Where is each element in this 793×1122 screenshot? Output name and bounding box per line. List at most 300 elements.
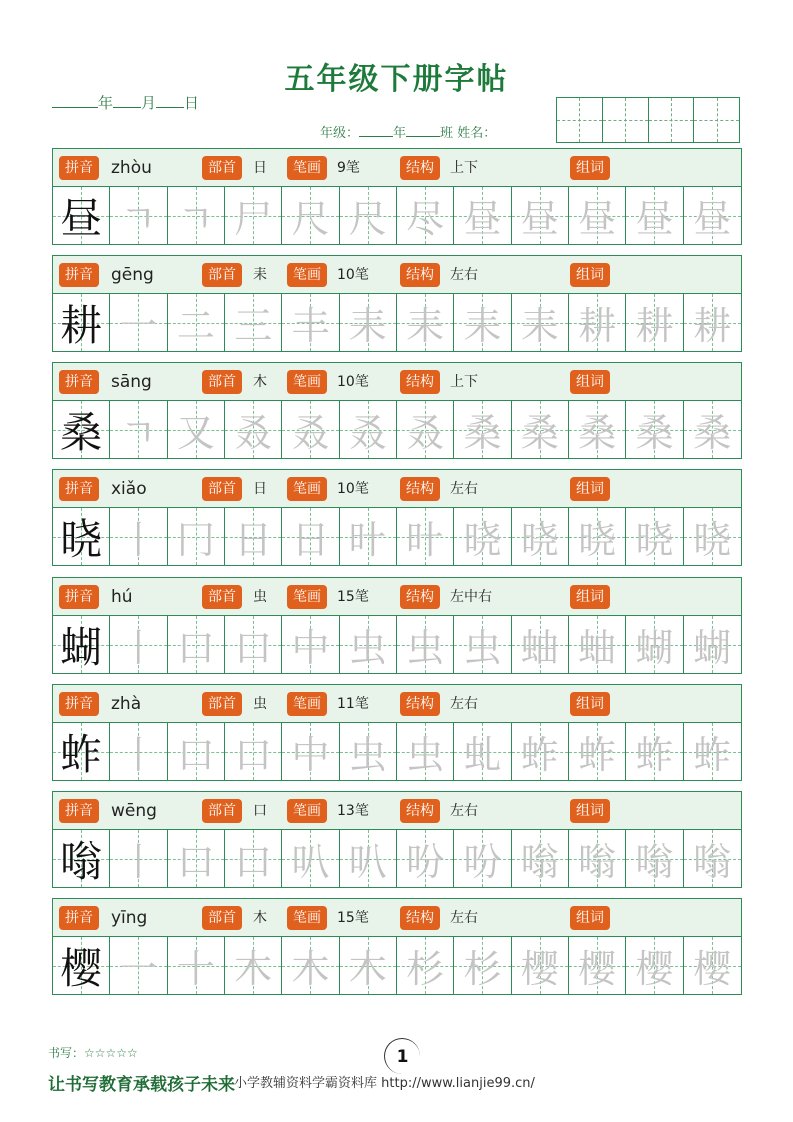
words-tag: 组词 [570,906,610,930]
stroke-practice-cell[interactable] [454,830,511,887]
stroke-step-character: 丨 [119,840,158,884]
stroke-practice-cell[interactable] [282,187,339,244]
stroke-practice-cell[interactable] [626,616,683,673]
stroke-step-character: 耕 [693,304,732,348]
stroke-practice-cell[interactable] [397,616,454,673]
stroke-practice-cell[interactable] [454,508,511,565]
structure-tag: 结构 [400,477,440,501]
month-label: 月 [141,94,157,112]
day-label: 日 [184,94,200,112]
stroke-step-character: 昼 [693,197,732,241]
grade-label: 年级： [320,126,360,141]
stroke-step-character: 二 [176,304,215,348]
words-tag: 组词 [570,477,610,501]
stroke-step-character: 虫 [463,626,502,670]
page-number: 1 [384,1038,420,1074]
radical-tag: 部首 [202,477,242,501]
strokes-tag: 笔画 [287,370,327,394]
pinyin-tag: 拼音 [59,370,99,394]
radical-value: 口 [253,803,267,819]
stroke-practice-cell[interactable] [168,830,225,887]
class-label: 班 [440,126,454,141]
radical-tag: 部首 [202,370,242,394]
stroke-practice-cell[interactable] [225,723,282,780]
stroke-step-character: 一 [119,304,158,348]
stroke-practice-cell[interactable] [282,401,339,458]
card-header [53,256,741,294]
stroke-step-character: 尸 [234,197,273,241]
stroke-step-character: 旪 [348,518,387,562]
main-character-cell [53,830,110,887]
main-character: 耕 [60,300,103,350]
radical-tag: 部首 [202,692,242,716]
stroke-step-character: 叒 [291,411,330,455]
stroke-practice-cell[interactable] [626,294,683,351]
pinyin-value: hú [111,587,133,607]
stroke-step-character: 蝴 [693,626,732,670]
stroke-practice-cell[interactable] [512,830,569,887]
stroke-practice-cell[interactable] [626,187,683,244]
strokes-value: 15笔 [337,589,369,605]
stroke-step-character: 叭 [348,840,387,884]
stroke-practice-cell[interactable] [282,723,339,780]
stroke-step-character: 木 [348,947,387,991]
radical-value: 木 [253,374,267,390]
stroke-step-character: 桑 [463,411,502,455]
stroke-practice-cell[interactable] [454,294,511,351]
stroke-practice-cell[interactable] [340,401,397,458]
stroke-practice-cell[interactable] [340,187,397,244]
stroke-practice-cell[interactable] [110,187,167,244]
stroke-practice-cell[interactable] [569,723,626,780]
main-character-cell [53,294,110,351]
words-tag: 组词 [570,156,610,180]
stroke-step-character: 口 [176,733,215,777]
pinyin-value: zhòu [111,158,152,178]
character-card [52,469,742,566]
pinyin-tag: 拼音 [59,585,99,609]
stroke-step-character: 昼 [463,197,502,241]
stroke-practice-cell[interactable] [397,294,454,351]
stroke-step-character: 桑 [693,411,732,455]
main-character: 桑 [60,407,103,457]
card-header [53,792,741,830]
stroke-step-character: 蚰 [578,626,617,670]
stroke-step-character: 虫 [406,626,445,670]
stroke-practice-cell[interactable] [168,508,225,565]
stroke-step-character: 中 [291,733,330,777]
stroke-practice-cell[interactable] [569,508,626,565]
stroke-step-character: 吩 [463,840,502,884]
stroke-practice-cell[interactable] [282,937,339,994]
stroke-step-character: 晓 [578,518,617,562]
stroke-step-character: 中 [291,626,330,670]
stroke-practice-cell[interactable] [454,937,511,994]
stroke-practice-cell[interactable] [340,508,397,565]
pinyin-tag: 拼音 [59,263,99,287]
stroke-step-character: 日 [234,518,273,562]
strokes-value: 9笔 [337,160,360,176]
stroke-practice-cell[interactable] [225,294,282,351]
stroke-step-character: 虫 [406,733,445,777]
writing-cells [53,294,741,351]
watermark-text: 小学教辅资料学霸资料库 http://www.lianjie99.cn/ [234,1076,535,1091]
stroke-step-character: 蝴 [635,626,674,670]
main-character-cell [53,401,110,458]
radical-value: 虫 [253,696,267,712]
day-blank[interactable] [156,94,184,108]
card-header [53,363,741,401]
stroke-practice-cell[interactable] [168,937,225,994]
stroke-practice-cell[interactable] [110,401,167,458]
stroke-step-character: 一 [119,947,158,991]
words-tag: 组词 [570,799,610,823]
words-tag: 组词 [570,692,610,716]
class-info-line [320,122,496,141]
stroke-practice-cell[interactable] [110,616,167,673]
stroke-practice-cell[interactable] [454,187,511,244]
stroke-practice-cell[interactable] [340,830,397,887]
stroke-practice-cell[interactable] [282,508,339,565]
structure-value: 左右 [450,910,478,926]
stroke-step-character: 昼 [635,197,674,241]
strokes-tag: 笔画 [287,263,327,287]
main-character: 晓 [60,514,103,564]
stroke-practice-cell[interactable] [110,723,167,780]
stroke-step-character: 桑 [578,411,617,455]
stroke-step-character: 丨 [119,518,158,562]
strokes-value: 10笔 [337,267,369,283]
radical-tag: 部首 [202,263,242,287]
stroke-step-character: 冂 [176,518,215,562]
character-card [52,362,742,459]
writing-cells [53,723,741,780]
rating-stars: 书写：☆☆☆☆☆ [48,1046,138,1060]
stroke-practice-cell[interactable] [569,401,626,458]
radical-value: 日 [253,160,267,176]
stroke-practice-cell[interactable] [684,187,741,244]
pinyin-value: xiǎo [111,479,147,499]
stroke-practice-cell[interactable] [168,294,225,351]
stroke-practice-cell[interactable] [282,616,339,673]
stroke-practice-cell[interactable] [569,187,626,244]
stroke-practice-cell[interactable] [397,508,454,565]
stroke-practice-cell[interactable] [168,723,225,780]
stroke-step-character: 十 [176,947,215,991]
stroke-practice-cell[interactable] [225,187,282,244]
stroke-step-character: 吩 [406,840,445,884]
stroke-practice-cell[interactable] [168,616,225,673]
stroke-practice-cell[interactable] [569,294,626,351]
character-card [52,148,742,245]
card-header [53,149,741,187]
main-character: 昼 [60,193,103,243]
stroke-practice-cell[interactable] [225,830,282,887]
stroke-practice-cell[interactable] [569,830,626,887]
main-character-cell [53,937,110,994]
stroke-step-character: 三 [234,304,273,348]
year-blank[interactable] [52,94,98,108]
stroke-step-character: 虬 [463,733,502,777]
stroke-practice-cell[interactable] [626,401,683,458]
stroke-practice-cell[interactable] [225,508,282,565]
stroke-step-character: 丨 [119,733,158,777]
stroke-step-character: 尺 [291,197,330,241]
main-character-cell [53,616,110,673]
character-card [52,898,742,995]
writing-cells [53,830,741,887]
main-character-cell [53,508,110,565]
stroke-step-character: 耒 [348,304,387,348]
stroke-step-character: 晓 [693,518,732,562]
character-card [52,577,742,674]
stroke-step-character: 樱 [693,947,732,991]
radical-tag: 部首 [202,156,242,180]
pinyin-tag: 拼音 [59,692,99,716]
name-writing-grid[interactable] [556,97,740,143]
stroke-practice-cell[interactable] [397,187,454,244]
main-character: 蝴 [60,622,103,672]
strokes-value: 15笔 [337,910,369,926]
stroke-step-character: 叭 [291,840,330,884]
stroke-step-character: 樱 [578,947,617,991]
stroke-step-character: 口 [234,733,273,777]
stroke-practice-cell[interactable] [397,830,454,887]
character-card [52,791,742,888]
structure-value: 上下 [450,160,478,176]
stroke-step-character: 桑 [635,411,674,455]
stroke-step-character: 蚱 [693,733,732,777]
stroke-practice-cell[interactable] [626,723,683,780]
stroke-practice-cell[interactable] [110,937,167,994]
main-character-cell [53,723,110,780]
structure-tag: 结构 [400,263,440,287]
stroke-practice-cell[interactable] [168,401,225,458]
pinyin-value: yīng [111,908,148,928]
stroke-practice-cell[interactable] [110,508,167,565]
radical-tag: 部首 [202,906,242,930]
stroke-step-character: 日 [291,518,330,562]
strokes-tag: 笔画 [287,477,327,501]
stroke-practice-cell[interactable] [626,508,683,565]
stroke-practice-cell[interactable] [282,294,339,351]
character-card [52,255,742,352]
strokes-tag: 笔画 [287,799,327,823]
stroke-step-character: ㄱ [120,411,157,455]
date-line [52,92,199,113]
stroke-practice-cell[interactable] [684,723,741,780]
stroke-step-character: 丰 [291,304,330,348]
month-blank[interactable] [113,94,141,108]
stroke-practice-cell[interactable] [626,937,683,994]
stroke-step-character: 又 [176,411,215,455]
stroke-step-character: 虫 [348,733,387,777]
radical-value: 耒 [253,267,267,283]
stroke-step-character: 木 [234,947,273,991]
stroke-practice-cell[interactable] [512,401,569,458]
stroke-practice-cell[interactable] [340,294,397,351]
stroke-step-character: 晓 [635,518,674,562]
stroke-step-character: 叒 [234,411,273,455]
stroke-practice-cell[interactable] [454,401,511,458]
main-character: 蚱 [60,729,103,779]
stroke-step-character: 嗡 [635,840,674,884]
writing-cells [53,401,741,458]
stroke-step-character: 杉 [463,947,502,991]
stroke-practice-cell[interactable] [512,187,569,244]
writing-cells [53,187,741,244]
stroke-practice-cell[interactable] [454,723,511,780]
stroke-step-character: 蚰 [520,626,559,670]
pinyin-value: wēng [111,801,157,821]
stroke-step-character: 耒 [406,304,445,348]
stroke-practice-cell[interactable] [340,616,397,673]
structure-tag: 结构 [400,370,440,394]
class-blank[interactable] [406,125,440,137]
pinyin-tag: 拼音 [59,477,99,501]
words-tag: 组词 [570,585,610,609]
strokes-tag: 笔画 [287,585,327,609]
stroke-step-character: 桑 [520,411,559,455]
stroke-practice-cell[interactable] [684,401,741,458]
pinyin-value: zhà [111,694,142,714]
stroke-step-character: ㄱ [120,197,157,241]
structure-value: 左右 [450,267,478,283]
radical-value: 日 [253,481,267,497]
strokes-value: 10笔 [337,374,369,390]
stroke-practice-cell[interactable] [684,830,741,887]
structure-tag: 结构 [400,692,440,716]
stroke-practice-cell[interactable] [225,401,282,458]
card-header [53,470,741,508]
name-label: 姓名： [457,126,497,141]
stroke-step-character: 蚱 [635,733,674,777]
stroke-practice-cell[interactable] [569,616,626,673]
strokes-tag: 笔画 [287,156,327,180]
stroke-practice-cell[interactable] [684,616,741,673]
stroke-practice-cell[interactable] [454,616,511,673]
structure-tag: 结构 [400,906,440,930]
stroke-practice-cell[interactable] [512,294,569,351]
stroke-practice-cell[interactable] [397,723,454,780]
main-character: 嗡 [60,836,103,886]
card-header [53,899,741,937]
strokes-value: 11笔 [337,696,369,712]
pinyin-value: sāng [111,372,152,392]
stroke-step-character: 嗡 [578,840,617,884]
stroke-step-character: 耒 [520,304,559,348]
strokes-tag: 笔画 [287,906,327,930]
pinyin-tag: 拼音 [59,156,99,180]
radical-tag: 部首 [202,585,242,609]
stroke-step-character: 叒 [348,411,387,455]
structure-tag: 结构 [400,585,440,609]
stroke-step-character: 耒 [463,304,502,348]
stroke-step-character: 蚱 [520,733,559,777]
radical-tag: 部首 [202,799,242,823]
pinyin-value: gēng [111,265,154,285]
strokes-value: 10笔 [337,481,369,497]
stroke-practice-cell[interactable] [626,830,683,887]
stroke-practice-cell[interactable] [340,723,397,780]
words-tag: 组词 [570,370,610,394]
stroke-step-character: 耕 [578,304,617,348]
pinyin-tag: 拼音 [59,799,99,823]
structure-value: 左中右 [450,589,492,605]
structure-tag: 结构 [400,156,440,180]
stroke-step-character: 昼 [520,197,559,241]
pinyin-tag: 拼音 [59,906,99,930]
stroke-practice-cell[interactable] [110,830,167,887]
stroke-step-character: 口 [176,840,215,884]
strokes-tag: 笔画 [287,692,327,716]
main-character-cell [53,187,110,244]
grade-blank[interactable] [359,125,393,137]
year-label: 年 [98,94,114,112]
stroke-practice-cell[interactable] [684,508,741,565]
stroke-step-character: 樱 [635,947,674,991]
stroke-step-character: 丨 [119,626,158,670]
stroke-practice-cell[interactable] [569,937,626,994]
stroke-step-character: 木 [291,947,330,991]
card-header [53,578,741,616]
stroke-practice-cell[interactable] [512,937,569,994]
character-card [52,684,742,781]
card-header [53,685,741,723]
stroke-practice-cell[interactable] [168,187,225,244]
stroke-practice-cell[interactable] [225,616,282,673]
main-character: 樱 [60,943,103,993]
grade-year-label: 年 [393,126,407,141]
stroke-practice-cell[interactable] [225,937,282,994]
words-tag: 组词 [570,263,610,287]
structure-tag: 结构 [400,799,440,823]
stroke-practice-cell[interactable] [512,508,569,565]
stroke-step-character: 耕 [635,304,674,348]
stroke-practice-cell[interactable] [684,937,741,994]
radical-value: 木 [253,910,267,926]
stroke-step-character: 尺 [348,197,387,241]
stroke-step-character: 樱 [520,947,559,991]
stroke-step-character: 晓 [520,518,559,562]
stroke-practice-cell[interactable] [512,723,569,780]
stroke-practice-cell[interactable] [397,401,454,458]
stroke-step-character: 叒 [406,411,445,455]
structure-value: 上下 [450,374,478,390]
stroke-practice-cell[interactable] [340,937,397,994]
stroke-step-character: ㄱ [177,197,215,241]
structure-value: 左右 [450,481,478,497]
structure-value: 左右 [450,696,478,712]
stroke-practice-cell[interactable] [282,830,339,887]
stroke-step-character: 杉 [406,947,445,991]
stroke-practice-cell[interactable] [110,294,167,351]
stroke-practice-cell[interactable] [684,294,741,351]
stroke-step-character: 旪 [406,518,445,562]
stroke-step-character: 昼 [578,197,617,241]
stroke-practice-cell[interactable] [512,616,569,673]
stroke-step-character: 嗡 [520,840,559,884]
stroke-step-character: 虫 [348,626,387,670]
stroke-step-character: 口 [234,626,273,670]
radical-value: 虫 [253,589,267,605]
writing-cells [53,937,741,994]
stroke-step-character: 口 [176,626,215,670]
stroke-step-character: 口 [234,840,273,884]
writing-cells [53,616,741,673]
stroke-step-character: 晓 [463,518,502,562]
stroke-practice-cell[interactable] [397,937,454,994]
